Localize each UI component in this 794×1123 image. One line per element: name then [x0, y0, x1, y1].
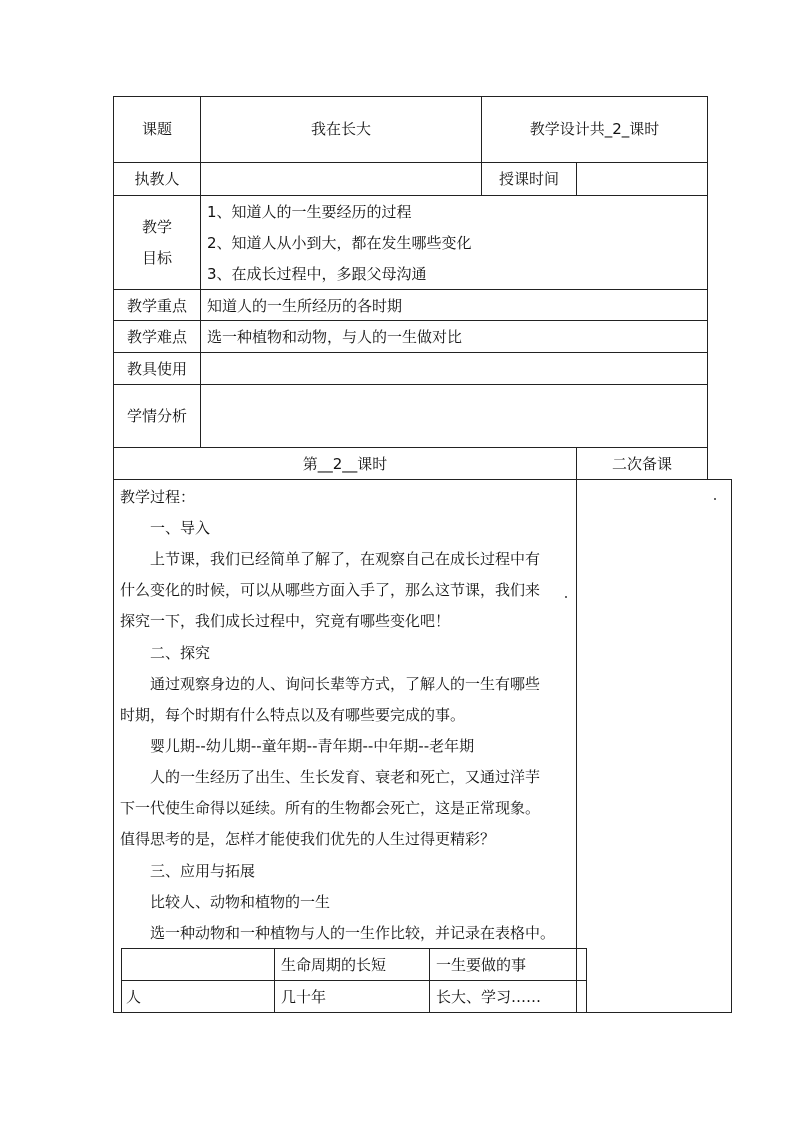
compare-row-cell: 长大、学习…… [436, 988, 542, 1006]
compare-header-cell: 一生要做的事 [436, 956, 527, 974]
process-line: 选一种动物和一种植物与人的一生作比较，并记录在表格中。 [150, 924, 556, 942]
table-border [113, 1012, 731, 1013]
table-border [707, 96, 708, 480]
process-line: 比较人、动物和植物的一生 [150, 893, 331, 911]
process-line: 什么变化的时候，可以从哪些方面入手了，那么这节课，我们来 [120, 581, 541, 599]
process-line: 二、探究 [150, 644, 211, 662]
process-line: 探究一下，我们成长过程中，究竟有哪些变化吧！ [120, 612, 451, 630]
time-label: 授课时间 [498, 170, 559, 188]
table-border [113, 96, 708, 97]
compare-table-border [121, 948, 122, 1012]
compare-table-border [274, 948, 275, 1012]
table-border [113, 289, 708, 290]
table-border [113, 384, 708, 385]
difficulty-label: 教学难点 [126, 328, 187, 346]
difficulty-value: 选一种植物和动物，与人的一生做对比 [207, 328, 463, 346]
compare-row-cell: 几十年 [281, 988, 327, 1006]
process-line: 通过观察身边的人、询问长辈等方式，了解人的一生有哪些 [150, 675, 541, 693]
table-border [113, 162, 708, 163]
table-border [576, 162, 577, 196]
compare-table-border [429, 948, 430, 1012]
process-heading: 教学过程： [120, 488, 196, 506]
process-line: 下一代使生命得以延续。所有的生物都会死亡，这是正常现象。 [120, 799, 541, 817]
table-border [113, 320, 708, 321]
artifact-dot [714, 498, 716, 500]
process-line: 三、应用与拓展 [150, 862, 256, 880]
table-border [113, 352, 708, 353]
goal-item: 3、在成长过程中，多跟父母沟通 [207, 265, 427, 283]
goals-label-line2: 目标 [141, 249, 172, 267]
compare-table-border [586, 948, 587, 1012]
process-line: 时期，每个时期有什么特点以及有哪些要完成的事。 [120, 706, 466, 724]
compare-row-cell: 人 [126, 988, 142, 1006]
second-prep-label: 二次备课 [611, 455, 672, 473]
goal-item: 2、知道人从小到大，都在发生哪些变化 [207, 234, 472, 252]
section-title: 第__2__课时 [302, 455, 388, 473]
process-line: 婴儿期--幼儿期--童年期--青年期--中年期--老年期 [150, 737, 475, 755]
table-border [113, 195, 708, 196]
process-line: 一、导入 [150, 519, 211, 537]
table-border [113, 447, 708, 448]
goals-label-line1: 教学 [141, 218, 172, 236]
topic-label: 课题 [141, 120, 172, 138]
topic-value: 我在长大 [310, 120, 371, 138]
compare-table-border [121, 948, 586, 949]
process-line: 上节课，我们已经简单了解了，在观察自己在成长过程中有 [150, 550, 541, 568]
key-point-value: 知道人的一生所经历的各时期 [207, 297, 403, 315]
process-line: 人的一生经历了出生、生长发育、衰老和死亡，又通过洋芋 [150, 768, 541, 786]
tools-label: 教具使用 [126, 360, 187, 378]
table-border [200, 96, 201, 448]
table-border [731, 479, 732, 1013]
artifact-dot [565, 596, 567, 598]
table-border [576, 447, 577, 1013]
teacher-label: 执教人 [134, 170, 180, 188]
analysis-label: 学情分析 [126, 407, 187, 425]
key-point-label: 教学重点 [126, 297, 187, 315]
process-line: 值得思考的是，怎样才能使我们优先的人生过得更精彩？ [120, 830, 496, 848]
compare-header-cell: 生命周期的长短 [281, 956, 387, 974]
goal-item: 1、知道人的一生要经历的过程 [207, 203, 412, 221]
table-border [113, 479, 731, 480]
design-total: 教学设计共_2_课时 [529, 120, 660, 138]
compare-table-border [121, 980, 586, 981]
